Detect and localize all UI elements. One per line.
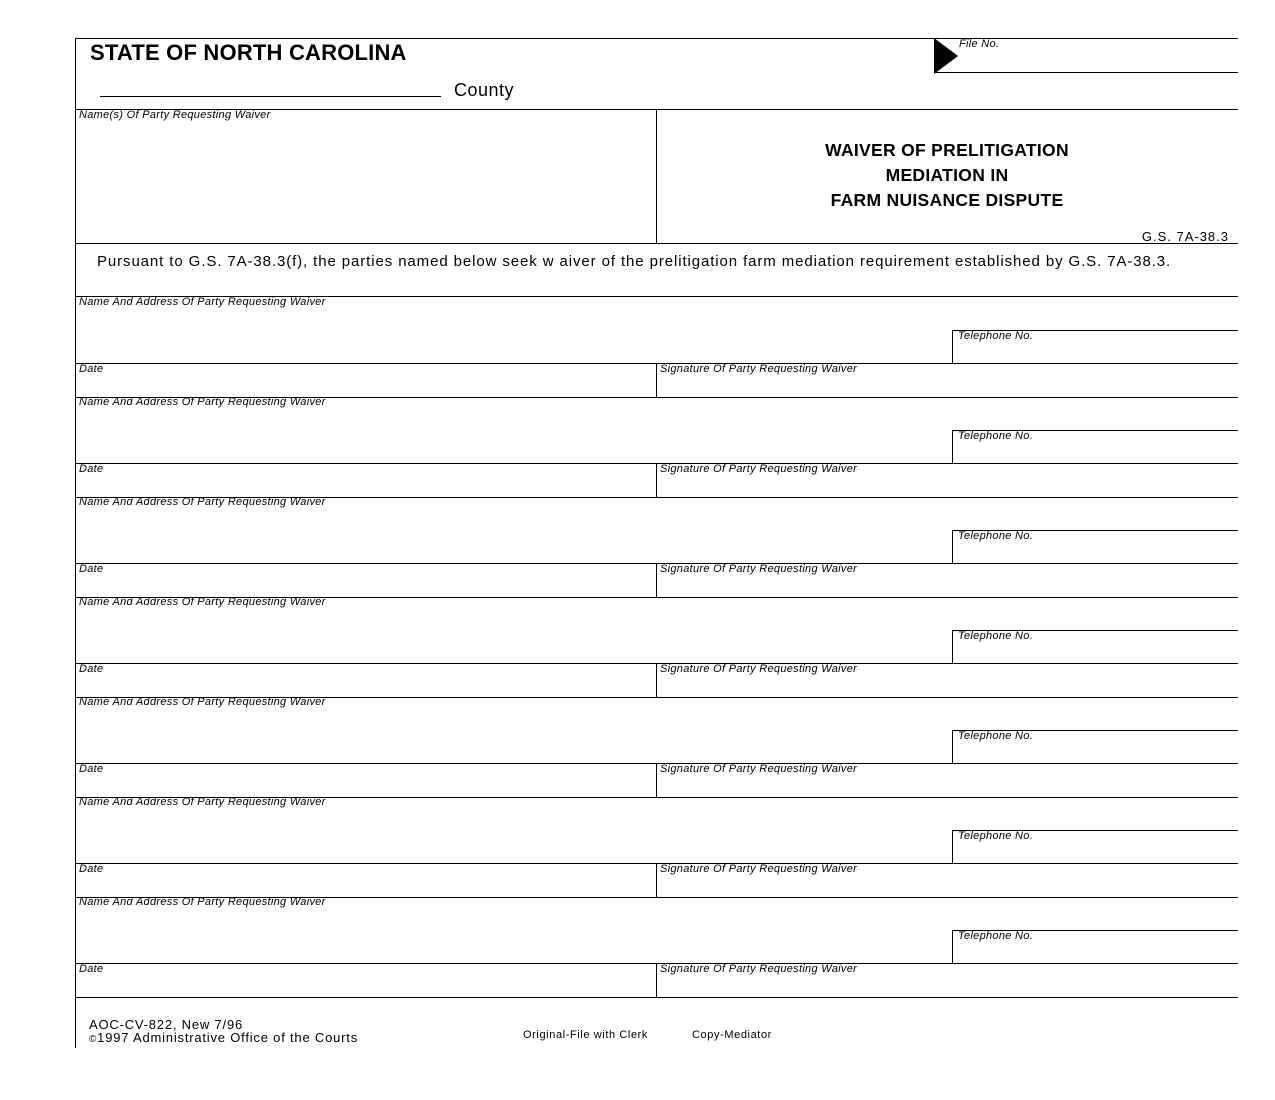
date-label: Date — [79, 563, 104, 575]
party-names-label: Name(s) Of Party Requesting Waiver — [79, 109, 271, 121]
arrow-icon — [934, 38, 958, 74]
telephone-divider — [952, 530, 953, 563]
copyright-text: 1997 Administrative Office of the Courts — [97, 1030, 358, 1045]
date-label: Date — [79, 363, 104, 375]
signature-label: Signature Of Party Requesting Waiver — [660, 963, 858, 975]
date-label: Date — [79, 863, 104, 875]
telephone-divider — [952, 730, 953, 763]
name-address-label: Name And Address Of Party Requesting Waiver — [79, 596, 326, 608]
form-title-line-2: MEDIATION IN — [885, 165, 1009, 185]
date-label: Date — [79, 463, 104, 475]
name-address-field[interactable] — [76, 309, 950, 361]
signature-field[interactable] — [658, 476, 1238, 496]
name-address-label: Name And Address Of Party Requesting Waiver — [79, 796, 326, 808]
telephone-divider — [952, 430, 953, 463]
signature-field[interactable] — [658, 676, 1238, 696]
file-no-divider — [934, 38, 935, 72]
date-field[interactable] — [76, 676, 654, 696]
telephone-field[interactable] — [954, 443, 1238, 462]
signature-field[interactable] — [658, 976, 1238, 996]
telephone-divider — [952, 330, 953, 363]
telephone-divider — [952, 930, 953, 963]
mediator-copy-note: Copy-Mediator — [692, 1029, 772, 1041]
file-no-label: File No. — [959, 38, 1000, 50]
telephone-divider — [952, 630, 953, 663]
telephone-label: Telephone No. — [958, 930, 1034, 942]
title-bottom-divider — [75, 243, 1238, 244]
name-address-label: Name And Address Of Party Requesting Waiver — [79, 496, 326, 508]
county-input[interactable] — [100, 96, 441, 97]
date-field[interactable] — [76, 576, 654, 596]
telephone-field[interactable] — [954, 543, 1238, 562]
date-label: Date — [79, 663, 104, 675]
signature-label: Signature Of Party Requesting Waiver — [660, 863, 858, 875]
form-title-line-1: WAIVER OF PRELITIGATION — [825, 140, 1069, 160]
state-title: STATE OF NORTH CAROLINA — [90, 40, 407, 65]
form-number: AOC-CV-822, New 7/96 — [89, 1017, 244, 1032]
statute-reference: G.S. 7A-38.3 — [1141, 229, 1229, 244]
name-address-field[interactable] — [76, 409, 950, 461]
telephone-label: Telephone No. — [958, 630, 1034, 642]
form-title — [656, 138, 1238, 213]
name-address-label: Name And Address Of Party Requesting Waiver — [79, 396, 326, 408]
signature-divider — [656, 563, 657, 597]
telephone-divider — [952, 830, 953, 863]
date-label: Date — [79, 963, 104, 975]
original-copy-note: Original-File with Clerk — [523, 1029, 649, 1041]
date-field[interactable] — [76, 376, 654, 396]
signature-divider — [656, 963, 657, 997]
name-address-field[interactable] — [76, 709, 950, 761]
signature-label: Signature Of Party Requesting Waiver — [660, 663, 858, 675]
signature-field[interactable] — [658, 776, 1238, 796]
telephone-field[interactable] — [954, 843, 1238, 862]
name-address-field[interactable] — [76, 509, 950, 561]
telephone-field[interactable] — [954, 343, 1238, 362]
date-field[interactable] — [76, 876, 654, 896]
signature-label: Signature Of Party Requesting Waiver — [660, 763, 858, 775]
name-address-label: Name And Address Of Party Requesting Waiver — [79, 296, 326, 308]
party-names-field[interactable] — [76, 122, 654, 242]
signature-field[interactable] — [658, 576, 1238, 596]
telephone-label: Telephone No. — [958, 330, 1034, 342]
signature-divider — [656, 763, 657, 797]
county-label: County — [454, 80, 515, 100]
telephone-label: Telephone No. — [958, 430, 1034, 442]
signature-label: Signature Of Party Requesting Waiver — [660, 563, 858, 575]
signature-divider — [656, 363, 657, 397]
copyright — [89, 1031, 358, 1047]
block-bottom-line — [75, 997, 1238, 998]
signature-label: Signature Of Party Requesting Waiver — [660, 463, 858, 475]
signature-divider — [656, 463, 657, 497]
signature-label: Signature Of Party Requesting Waiver — [660, 363, 858, 375]
telephone-field[interactable] — [954, 943, 1238, 962]
copyright-symbol: © — [89, 1034, 98, 1045]
date-field[interactable] — [76, 776, 654, 796]
telephone-field[interactable] — [954, 743, 1238, 762]
waiver-statement: Pursuant to G.S. 7A-38.3(f), the parties named below seek w aiver of the prelitigation farm mediation requirement established by G.S. 7A-38.3. — [97, 253, 1172, 270]
name-address-label: Name And Address Of Party Requesting Waiver — [79, 696, 326, 708]
name-address-field[interactable] — [76, 809, 950, 861]
signature-field[interactable] — [658, 376, 1238, 396]
form-title-line-3: FARM NUISANCE DISPUTE — [830, 190, 1064, 210]
date-field[interactable] — [76, 976, 654, 996]
telephone-label: Telephone No. — [958, 830, 1034, 842]
date-field[interactable] — [76, 476, 654, 496]
telephone-label: Telephone No. — [958, 730, 1034, 742]
signature-divider — [656, 663, 657, 697]
signature-divider — [656, 863, 657, 897]
file-no-input[interactable] — [934, 72, 1238, 73]
telephone-label: Telephone No. — [958, 530, 1034, 542]
telephone-field[interactable] — [954, 643, 1238, 662]
name-address-field[interactable] — [76, 609, 950, 661]
name-address-field[interactable] — [76, 909, 950, 961]
signature-field[interactable] — [658, 876, 1238, 896]
date-label: Date — [79, 763, 104, 775]
name-address-label: Name And Address Of Party Requesting Waiver — [79, 896, 326, 908]
top-border — [75, 38, 1238, 39]
